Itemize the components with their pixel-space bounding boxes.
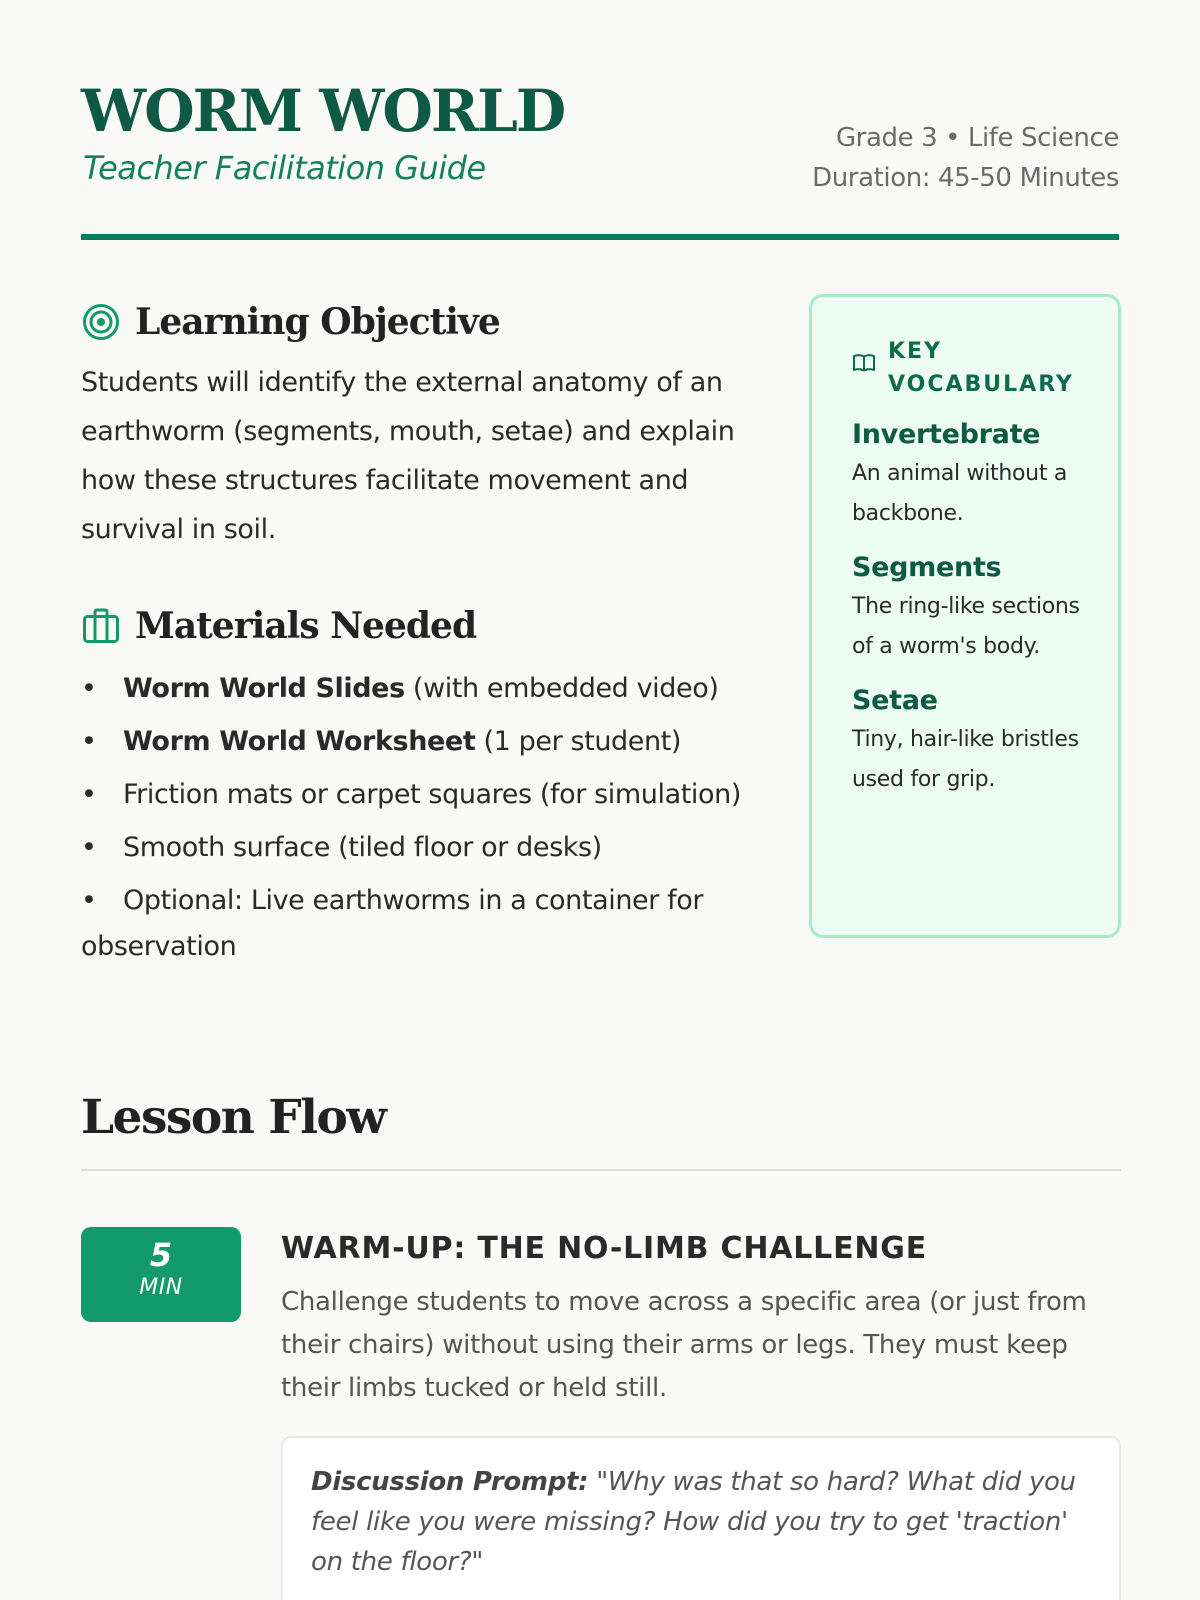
grade-subject: Grade 3 • Life Science — [835, 123, 1119, 153]
duration-unit: MIN — [139, 1275, 183, 1300]
lesson-step — [281, 1229, 1121, 1410]
prompt-text: "Why was that so hard? What did you feel like you were missing? How did you try to get 'traction' on the floor?" — [311, 1467, 1076, 1577]
duration-badge — [81, 1227, 241, 1322]
main-column — [81, 294, 761, 977]
list-item: • Smooth surface (tiled floor or desks) — [81, 832, 602, 863]
list-item: • Worm World Slides (with embedded video) — [81, 673, 719, 704]
briefcase-icon — [81, 606, 121, 646]
lesson-meta — [812, 118, 1119, 198]
objective-heading — [81, 294, 761, 350]
step-description: Challenge students to move across a specific area (or just from their chairs) without using their arms or legs. They must keep their limbs tucked or held still. — [281, 1287, 1087, 1403]
discussion-prompt — [281, 1436, 1121, 1600]
key-vocabulary-card — [809, 294, 1121, 938]
guide-header — [81, 77, 1119, 242]
book-icon — [852, 351, 876, 375]
vocabulary-header — [852, 335, 1080, 401]
objective-text: Students will identify the external anatomy of an earthworm (segments, mouth, setae) and explain how these structures facilitate movement and survival in soil. — [81, 367, 735, 545]
objective-title: Learning Objective — [135, 301, 500, 343]
lesson-flow-heading: Lesson Flow — [81, 1090, 386, 1145]
prompt-label: Discussion Prompt: — [311, 1467, 589, 1497]
page-subtitle: Teacher Facilitation Guide — [83, 149, 486, 187]
materials-section — [81, 598, 761, 970]
list-item: • Optional: Live earthworms in a container for observation — [81, 885, 704, 962]
duration: Duration: 45-50 Minutes — [812, 163, 1119, 193]
list-item: • Friction mats or carpet squares (for simulation) — [81, 779, 741, 810]
vocab-entry — [852, 418, 1080, 534]
vocabulary-label: KEY VOCABULARY — [888, 339, 1074, 397]
vocab-term: Invertebrate — [852, 419, 1041, 450]
lesson-flow-divider — [81, 1169, 1121, 1171]
list-item: • Worm World Worksheet (1 per student) — [81, 726, 682, 757]
materials-title: Materials Needed — [135, 605, 477, 647]
materials-heading — [81, 598, 761, 654]
vocab-term: Setae — [852, 685, 938, 716]
target-icon — [81, 302, 121, 342]
materials-list — [81, 666, 761, 970]
step-title: WARM-UP: THE NO-LIMB CHALLENGE — [281, 1231, 928, 1266]
vocab-definition: An animal without a backbone. — [852, 461, 1068, 526]
duration-minutes: 5 — [149, 1236, 173, 1274]
header-divider — [81, 234, 1119, 240]
vocab-term: Segments — [852, 552, 1002, 583]
vocab-definition: The ring-like sections of a worm's body. — [852, 594, 1080, 659]
vocab-entry — [852, 684, 1080, 800]
vocab-entry — [852, 551, 1080, 667]
vocab-definition: Tiny, hair-like bristles used for grip. — [852, 727, 1079, 792]
learning-objective-section — [81, 294, 761, 554]
page-title: WORM WORLD — [81, 77, 565, 145]
